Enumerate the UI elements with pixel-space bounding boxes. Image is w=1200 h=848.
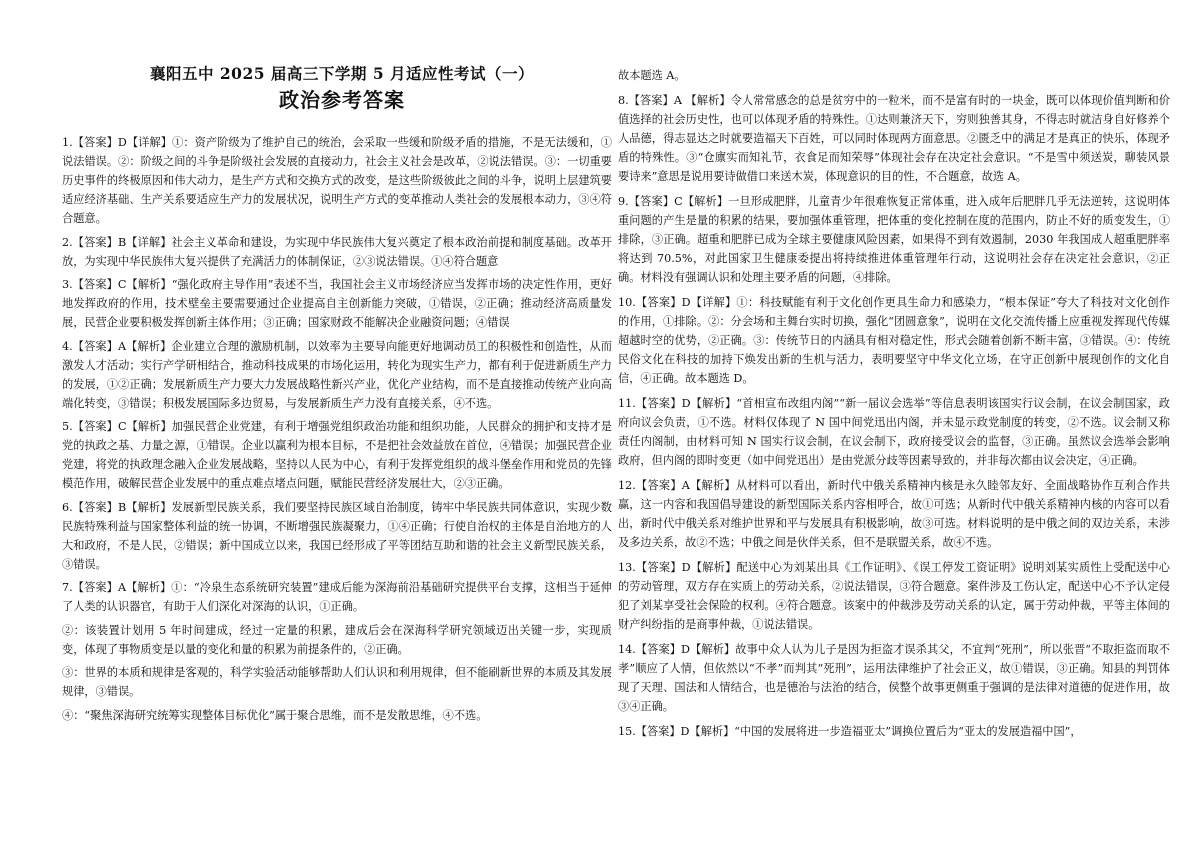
answer-paragraph: 2.【答案】B【详解】社会主义革命和建设，为实现中华民族伟大复兴奠定了根本政治前提和制度基础。改革开放，为实现中华民族伟大复兴提供了充满活力的体制保证，②③说法错误。①④符合题意 xyxy=(62,235,612,268)
answer-paragraph: 11.【答案】D【解析】“首相宣布改组内阁”“新一届议会选举”等信息表明该国实行议会制，在议会制国家，政府向议会负责，①不选。材料仅体现了 N 国中间党迅出内阁，并未显示政党制度的转变，②不选。议会制又称责任内阁制，由材料可知 N 国实行议会制，在议会制下，政府接受议会的监督，③正确。虽然议会选举会影响政府，但内阁的即时变更（如中间党迅出）是由党派分歧等因素导致的，并非每次都由议会决定，④正确。 xyxy=(618,397,1170,467)
answer-paragraph: 13.【答案】D【解析】配送中心为刘某出具《工作证明》、《误工停发工资证明》说明刘某实质性上受配送中心的劳动管理，双方存在实质上的劳动关系，②说法错误，③符合题意。案件涉及工伤认定，配送中心不予认定侵犯了刘某享受社会保险的权利。④符合题意。该案中的仲裁涉及劳动关系的认定，属于劳动仲裁，平等主体间的财产纠纷指的是商事仲裁，①说法错误。 xyxy=(618,561,1170,631)
answer-paragraph: 4.【答案】A【解析】企业建立合理的激励机制，以效率为主要导向能更好地调动员工的积极性和创造性，从而激发人才活动；实行产学研相结合，推动科技成果的市场化运用，转化为现实生产力，都有利于促进新质生产力的发展，①②正确；发展新质生产力要大力发展战略性新兴产业，优化产业结构，而不是直接推动传统产业向高端化转变，③错误；积极发展国际多边贸易，与发展新质生产力没有直接关系，④不选。 xyxy=(62,339,612,410)
answer-paragraph: ④：“聚焦深海研究统筹实现整体目标优化”属于聚合思维，而不是发散思维，④不选。 xyxy=(62,708,488,722)
answer-paragraph: 6.【答案】B【解析】发展新型民族关系，我们要坚持民族区域自治制度，铸牢中华民族共同体意识，实现少数民族特殊利益与国家整体利益的统一协调，不断增强民族凝聚力，①④正确；行使自治权的主体是自治地方的人大和政府，不是人民，②错误；新中国成立以来，我国已经形成了平等团结互助和谐的社会主义新型民族关系，③错误。 xyxy=(62,500,612,571)
answer-paragraph: 12.【答案】A【解析】从材料可以看出，新时代中俄关系精神内核是永久睦邻友好、全面战略协作互利合作共赢，这一内容和我国倡导建设的新型国际关系内容相呼合，故①可选；从新时代中俄关系精神内核的内容可以看出，新时代中俄关系对维护世界和平与发展具有积极影响，故③可选。材料说明的是中俄之间的双边关系，未涉及多边关系，故②不选；中俄之间是伙伴关系，但不是联盟关系，故④不选。 xyxy=(618,479,1170,549)
answer-paragraph: 9.【答案】C【解析】一旦形成肥胖，儿童青少年很难恢复正常体重，进入成年后肥胖几乎无法逆转，这说明体重问题的产生是量的积累的结果，要加强体重管理，把体重的变化控制在度的范围内，防止不好的质变发生，①排除，③正确。超重和肥胖已成为全球主要健康风险因素，如果得不到有效遏制，2030 年我国成人超重肥胖率将达到 70.5%，对此国家卫生健康委提出将持续推进体重管理年行动，这说明社会存在决定社会意识，②正确。材料没有强调认识和处理主要矛盾的问题，④排除。 xyxy=(618,195,1170,284)
answer-paragraph: 8.【答案】A 【解析】令人常常感念的总是贫穷中的一粒米，而不是富有时的一块金，既可以体现价值判断和价值选择的社会历史性，也可以体现矛盾的特殊性。①达则兼济天下，穷则独善其身，不得志时就洁身自好修养个人品德，得志显达之时就要造福天下百姓，可以同时体现两方面意思。②匮乏中的满足才是真正的快乐，体现矛盾的特殊性。③“仓廪实而知礼节，衣食足而知荣辱”体现社会存在决定社会意识。“不是雪中须送炭，聊装风景要诗来”意思是说用要诗做借口来送木炭，体现意识的目的性，不合题意，故选 A。 xyxy=(618,94,1170,183)
answer-paragraph: 7.【答案】A【解析】①：“冷泉生态系统研究装置”建成后能为深海前沿基础研究提供平台支撑，这相当于延伸了人类的认识器官，有助于人们深化对深海的认识，①正确。 xyxy=(62,581,612,613)
document-title: 襄阳五中 2025 届高三下学期 5 月适应性考试（一） xyxy=(149,64,534,83)
answer-paragraph: ③：世界的本质和规律是客观的，科学实验活动能够帮助人们认识和利用规律，但不能刷新世界的本质及其发展规律，③错误。 xyxy=(62,666,612,698)
answer-paragraph: 故本题选 A。 xyxy=(618,69,686,82)
answer-paragraph: ②：该装置计划用 5 年时间建成，经过一定量的积累，建成后会在深海科学研究领域迈出关键一步，实现质变，体现了事物质变是以量的变化和量的积累为前提条件的，②正确。 xyxy=(62,623,612,656)
document-subtitle: 政治参考答案 xyxy=(279,88,405,112)
right-column xyxy=(618,66,1170,747)
answer-paragraph: 14.【答案】D【解析】故事中众人认为儿子是因为拒盗才误杀其父，不宜判“死刑”，所以张晋“不取拒盗而取不孝”顺应了人情，但依然以“不孝”而判其“死刑”，运用法律维护了社会正义，故①错误，③正确。知县的判罚体现了天理、国法和人情结合，也是德治与法治的结合，侯整个故事更侧重于强调的是法律对道德的促进作用，故③④正确。 xyxy=(618,643,1170,713)
answer-paragraph: 3.【答案】C【解析】“强化政府主导作用”表述不当，我国社会主义市场经济应当发挥市场的决定性作用，更好地发挥政府的作用，技术壁垒主要需要通过企业提高自主创新能力突破，①错误，②正确；推动经济高质量发展，民营企业要积极发挥创新主体作用；③正确；国家财政不能解决企业融资问题；④错误 xyxy=(62,278,612,329)
answer-paragraph: 15.【答案】D【解析】“中国的发展将进一步造福亚太”调换位置后为“亚太的发展造福中国”， xyxy=(618,725,1082,738)
answer-paragraph: 10.【答案】D【详解】①：科技赋能有利于文化创作更具生命力和感染力，“根本保证”夸大了科技对文化创作的作用，①排除。②：分会场和主舞台实时切换，强化“团圆意象”，说明在文化交流传播上应重视发挥现代传媒超越时空的优势，②正确。③：传统节日的内涵具有相对稳定性，形式会随着创新不断丰富，③错误。④：传统民俗文化在科技的加持下焕发出新的生机与活力，表明要坚守中华文化立场，在守正创新中展现创作的文化自信，④正确。故本题选 D。 xyxy=(618,296,1170,385)
answer-paragraph: 5.【答案】C【解析】加强民营企业党建，有利于增强党组织政治功能和组织功能，人民群众的拥护和支持才是党的执政之基、力量之源，①错误。企业以赢利为根本目标，不是把社会效益放在首位，④错误；加强民营企业党建，将党的执政理念融入企业发展战略，坚持以人民为中心，有利于发挥党组织的战斗堡垒作用和党员的先锋模范作用，破解民营企业发展中的重点难点堵点问题，赋能民营经济发展壮大，②③正确。 xyxy=(62,420,612,490)
answer-paragraph: 1.【答案】D【详解】①：资产阶级为了维护自己的统治，会采取一些缓和阶级矛盾的措施，不是无法缓和，①说法错误。②：阶级之间的斗争是阶级社会发展的直接动力，社会主义社会是改革，②说法错误。③：一切重要历史事件的终极原因和伟大动力，是生产方式和交换方式的改变，是这些阶级彼此之间的斗争，说明上层建筑要适应经济基础、生产关系要适应生产力的发展状况，说明生产方式的变革推动人类社会的发展根本动力，③④符合题意。 xyxy=(62,136,612,225)
left-column xyxy=(62,64,612,729)
